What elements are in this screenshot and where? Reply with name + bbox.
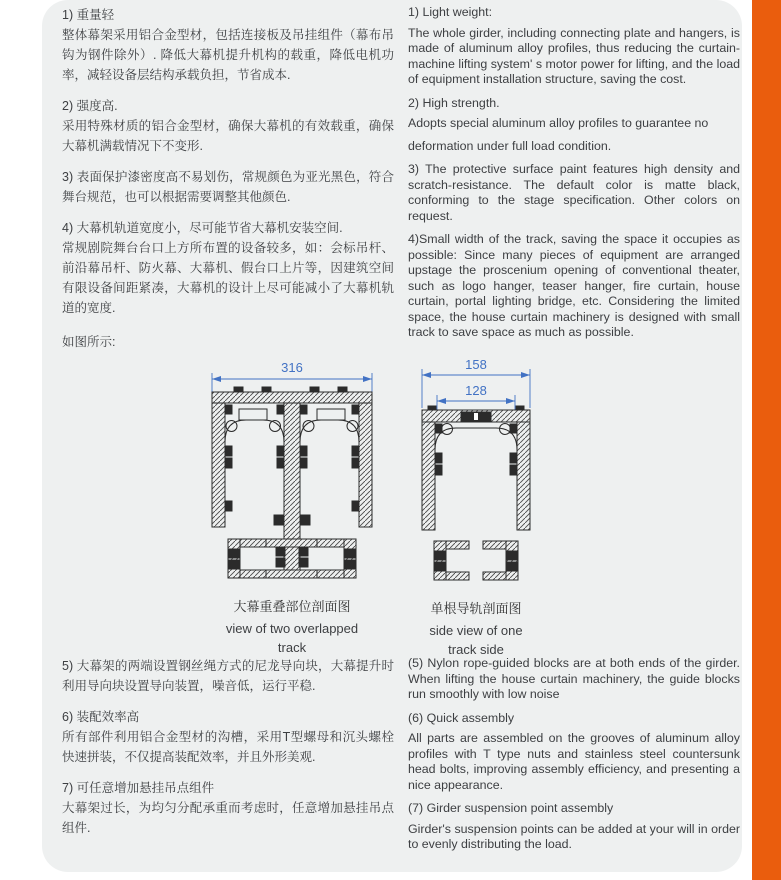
feature-section-7-en [408, 801, 740, 853]
section-body: 常规剧院舞台台口上方所布置的设备较多，如：会标吊杆、前沿幕吊杆、防火幕、大幕机、假台口上片等，因建筑空间有限设备间距紧凑，大幕机的设计上尽可能减小了大幕机轨道的宽度. [62, 241, 394, 315]
section-title: 6) 装配效率高 [62, 710, 140, 724]
dimension-label: 128 [465, 383, 487, 398]
section-title: (6) Quick assembly [408, 710, 515, 725]
single-track-cross-section-drawing [420, 358, 532, 588]
dimension-arrow-right [363, 376, 372, 382]
feature-section-4-en [408, 232, 740, 341]
dimension-arrow-left [212, 376, 221, 382]
page-accent-bar [752, 0, 781, 880]
figure-caption-chinese: 大幕重叠部位剖面图 [233, 599, 351, 614]
section-title: 4) 大幕机轨道宽度小，尽可能节省大幕机安装空间. [62, 221, 343, 235]
feature-section-2-en [408, 96, 740, 155]
feature-section-5-en [408, 656, 740, 703]
feature-section-7-zh [62, 778, 394, 838]
section-body: (5) Nylon rope-guided blocks are at both ends of the girder. When lifting the house curtain machinery, the guide blocks run smoothly with low noise [408, 656, 740, 701]
figure-reference-note: 如图所示: [62, 335, 116, 349]
english-feature-column [408, 5, 740, 349]
overlapped-track-cross-section-drawing [210, 356, 374, 586]
feature-section-5-zh [62, 656, 394, 696]
section-body: 3) 表面保护漆密度高不易划伤，常规颜色为亚光黑色，符合舞台规范，也可以根据需要调整其他颜色. [62, 170, 394, 204]
section-body: Adopts special aluminum alloy profiles to guarantee no [408, 116, 709, 130]
section-body: The whole girder, including connecting plate and hangers, is made of aluminum alloy profiles, thus reducing the curtain-machine lifting system' s motor power for lifting, and the load of equipment installation structure, saving the cost. [408, 25, 740, 86]
feature-section-6-en [408, 711, 740, 794]
section-title: 1) Light weight: [408, 5, 493, 19]
section-body: 采用特殊材质的铝合金型材，确保大幕机的有效载重，确保大幕机满载情况下不变形. [62, 119, 394, 153]
section-body: deformation under full load condition. [408, 138, 612, 153]
section-body: All parts are assembled on the grooves of aluminum alloy profiles with T type nuts and stainless steel countersunk head bolts, improving assembly efficiency, and presenting a nice appearance. [408, 731, 740, 792]
dimension-label: 158 [465, 358, 487, 372]
figure-caption-english: side view of one track side [429, 623, 523, 657]
dimension-label: 316 [281, 360, 303, 375]
feature-section-1-en [408, 5, 740, 88]
profile-geometry [212, 387, 372, 578]
english-feature-column-bottom [408, 656, 740, 861]
content-card [42, 0, 742, 872]
feature-section-4-zh [62, 218, 394, 318]
section-body: Girder's suspension points can be added at your will in order to evenly distributing the load. [408, 821, 740, 851]
feature-section-3-en [408, 162, 740, 224]
section-body: 3) The protective surface paint features high density and scratch-resistance. The default color is matte black, conforming to the stage specification. Other colors on request. [408, 162, 740, 223]
figure-caption-english: view of two overlapped track [225, 621, 359, 655]
section-body: 4)Small width of the track, saving the space it occupies as possible: Since many pieces of equipment are arranged upstage the proscenium opening of conventional theater, such as logo hanger, teaser hanger, fire curtain, house curtain, portal lighting bridge, etc. Considering the limited space, the house curtain machinery is designed with small track to save space as much as possible. [408, 232, 740, 339]
section-body: 大幕架过长，为均匀分配承重而考虑时，任意增加悬挂吊点组件. [62, 801, 394, 835]
figure-caption-chinese: 单根导轨剖面图 [430, 601, 522, 616]
section-body: 5) 大幕架的两端设置钢丝绳方式的尼龙导向块，大幕提升时利用导向块设置导向装置，噪音低，运行平稳. [62, 659, 394, 693]
figure-single-track [420, 358, 532, 659]
feature-section-3-zh [62, 167, 394, 207]
feature-section-6-zh [62, 707, 394, 767]
figure-overlapped-tracks [210, 356, 374, 657]
dimension-arrow [422, 372, 431, 378]
figures-row [42, 356, 742, 657]
feature-section-2-zh [62, 96, 394, 156]
section-title: 7) 可任意增加悬挂吊点组件 [62, 781, 215, 795]
section-title: (7) Girder suspension point assembly [408, 801, 614, 815]
dimension-arrow [437, 398, 446, 404]
section-title: 2) High strength. [408, 95, 500, 110]
chinese-feature-column-bottom [62, 656, 394, 849]
chinese-feature-column [62, 5, 394, 352]
section-title: 1) 重量轻 [62, 8, 115, 22]
feature-section-1-zh [62, 5, 394, 85]
dimension-arrow [521, 372, 530, 378]
section-body: 所有部件利用铝合金型材的沟槽，采用T型螺母和沉头螺栓快速拼装，不仅提高装配效率，并且外形美观. [62, 730, 394, 764]
dimension-arrow [506, 398, 515, 404]
profile-geometry [422, 406, 530, 580]
section-title: 2) 强度高. [62, 99, 118, 113]
section-body: 整体幕架采用铝合金型材，包括连接板及吊挂组件（幕布吊钩为钢件除外）. 降低大幕机提升机构的载重，降低电机功率，减轻设备层结构承载负担，节省成本. [62, 28, 394, 82]
